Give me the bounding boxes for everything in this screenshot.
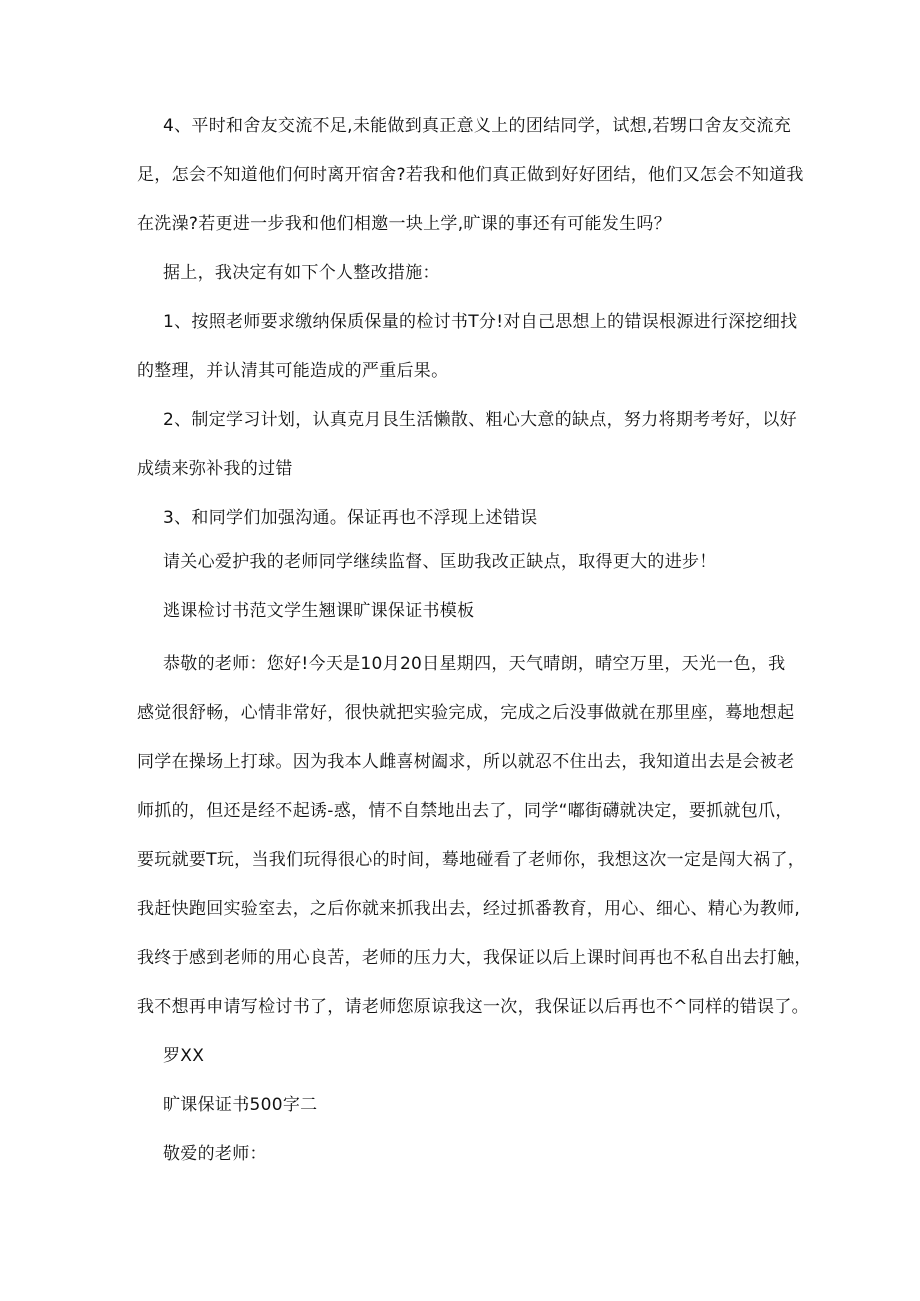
letter-line-3: 同学在操场上打球。因为我本人雌喜树阖求，所以就忍不住出去，我知道出去是会被老 (137, 752, 795, 772)
paragraph-1-line-3: 在洗澡?若更进一步我和他们相邀一块上学,旷课的事还有可能发生吗？ (137, 214, 672, 234)
measure-2-line-1: 2、制定学习计划，认真克月艮生活懒散、粗心大意的缺点，努力将期考考好，以好 (163, 410, 797, 430)
letter-line-6: 我赶快跑回实验室去，之后你就来抓我出去，经过抓番教育，用心、细心、精心为教师, (137, 899, 801, 919)
paragraph-1-line-2: 足，怎会不知道他们何时离开宿舍?若我和他们真正做到好好团结，他们又怎会不知道我 (137, 165, 804, 185)
measure-1-line-1: 1、按照老师要求缴纳保质保量的检讨书T分!对自己思想上的错误根源进行深挖细找 (163, 312, 798, 332)
letter-line-7: 我终于感到老师的用心良苦，老师的压力大，我保证以后上课时间再也不私自出去打触， (137, 948, 812, 968)
signature: 罗XX (163, 1046, 205, 1066)
measure-2-line-2: 成绩来弥补我的过错 (137, 459, 293, 479)
section-title-2: 逃课检讨书范文学生翘课旷课保证书模板 (163, 601, 475, 621)
letter-line-4: 师抓的，但还是经不起诱-惑，情不自禁地出去了，同学“嘟街礴就决定，要抓就包爪， (137, 801, 793, 821)
letter-line-2: 感觉很舒畅，心情非常好，很快就把实验完成，完成之后没事做就在那里座，蓦地想起 (137, 703, 795, 723)
paragraph-2: 据上，我决定有如下个人整改措施： (163, 263, 440, 283)
section-title-3: 旷课保证书500字二 (163, 1095, 318, 1115)
measure-3: 3、和同学们加强沟通。保证再也不浮现上述错误 (163, 508, 538, 528)
salutation: 敬爱的老师： (163, 1144, 267, 1164)
paragraph-1-line-1: 4、平时和舍友交流不足,未能做到真正意义上的团结同学，试想,若甥口舍友交流充 (163, 116, 792, 136)
letter-line-8: 我不想再申请写检讨书了，请老师您原谅我这一次，我保证以后再也不^同样的错误了。 (137, 997, 809, 1017)
letter-line-5: 要玩就要T玩，当我们玩得很心的时间，蓦地碰看了老师你，我想这次一定是闯大祸了， (137, 850, 806, 870)
measure-1-line-2: 的整理，并认清其可能造成的严重后果。 (137, 361, 449, 381)
letter-line-1: 恭敬的老师：您好!今天是10月20日星期四，天气晴朗，晴空万里，天光一色，我 (163, 654, 786, 674)
request-text: 请关心爱护我的老师同学继续监督、匡助我改正缺点，取得更大的进步！ (163, 552, 717, 572)
